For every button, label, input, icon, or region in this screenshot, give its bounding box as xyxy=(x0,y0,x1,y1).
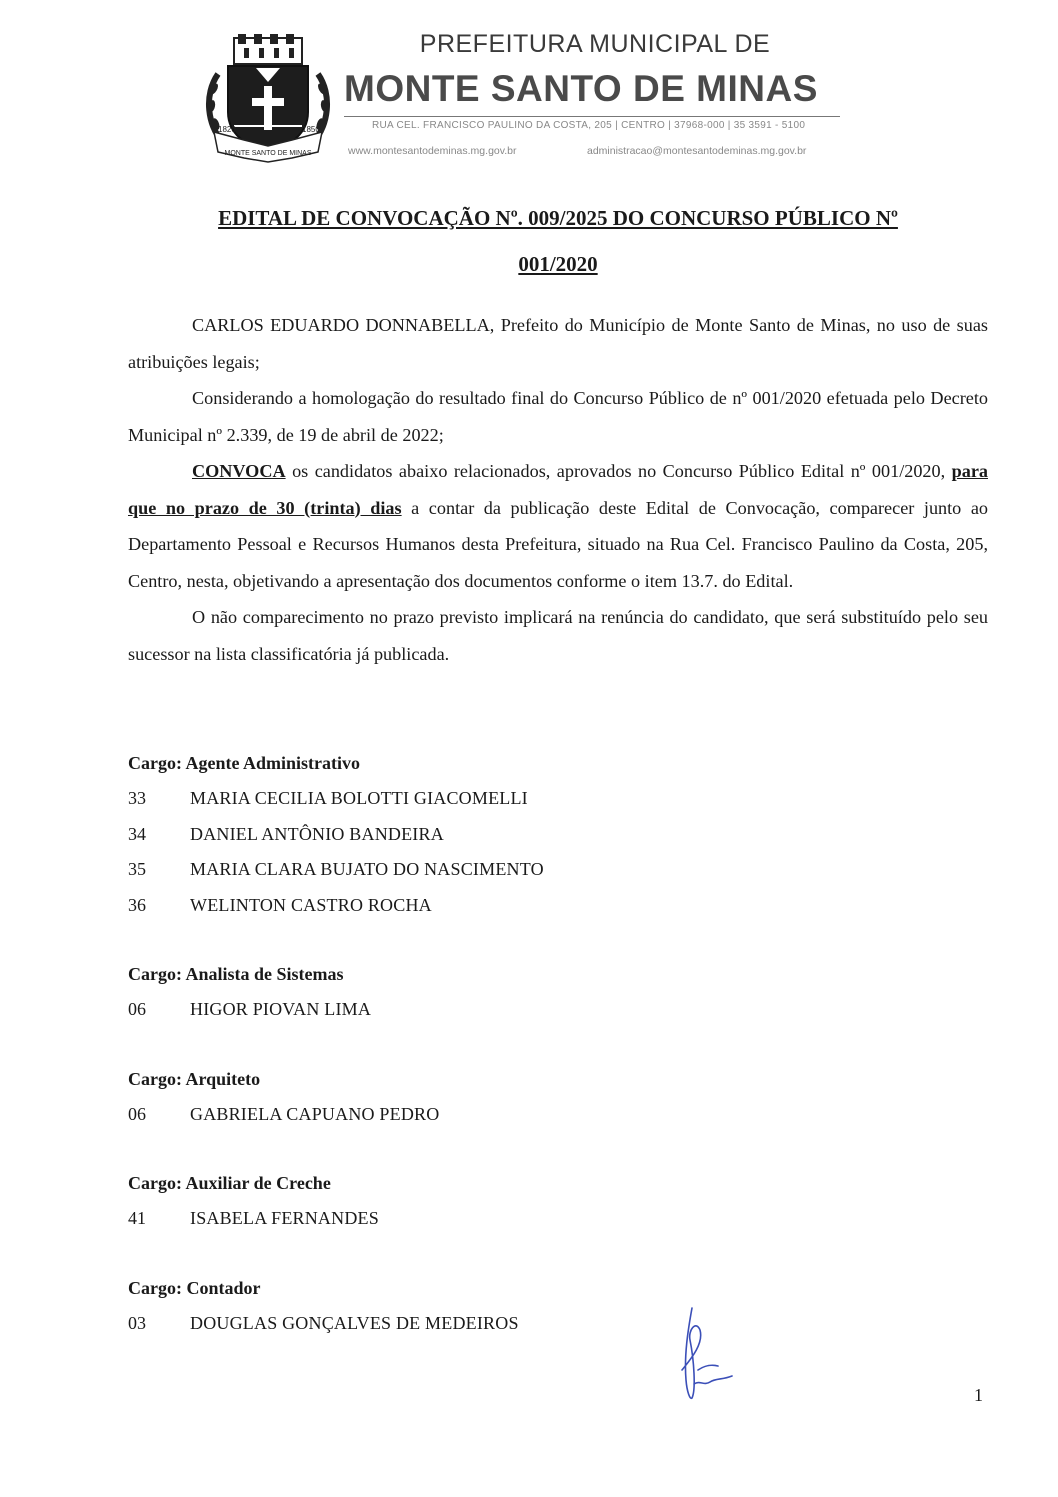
candidate-rank: 06 xyxy=(128,999,146,1019)
cargo-group xyxy=(128,1165,988,1237)
candidate-rank: 35 xyxy=(128,859,146,879)
candidate-row xyxy=(128,1201,988,1237)
page-number: 1 xyxy=(974,1385,983,1405)
candidate-name: MARIA CLARA BUJATO DO NASCIMENTO xyxy=(190,859,544,879)
candidate-name: ISABELA FERNANDES xyxy=(190,1208,379,1228)
cargo-group xyxy=(128,1270,988,1342)
cargo-heading: Cargo: Contador xyxy=(128,1277,261,1298)
org-name-line2: MONTE SANTO DE MINAS xyxy=(344,68,818,109)
title-line1: EDITAL DE CONVOCAÇÃO Nº. 009/2025 DO CONCURSO PÚBLICO Nº xyxy=(218,206,898,230)
org-address: RUA CEL. FRANCISCO PAULINO DA COSTA, 205 | CENTRO | 37968-000 | 35 3591 - 5100 xyxy=(372,120,806,131)
paragraph-mayor: CARLOS EDUARDO DONNABELLA, Prefeito do Município de Monte Santo de Minas, no uso de suas atribuições legais; xyxy=(128,315,988,372)
candidate-row xyxy=(128,852,988,888)
candidate-row xyxy=(128,817,988,853)
candidate-row xyxy=(128,1306,988,1342)
cargo-heading: Cargo: Agente Administrativo xyxy=(128,753,360,773)
candidate-row xyxy=(128,1097,988,1133)
document-body xyxy=(128,307,988,672)
cargo-heading: Cargo: Arquiteto xyxy=(128,1068,261,1089)
document-title xyxy=(128,195,988,287)
candidate-name: MARIA CECILIA BOLOTTI GIACOMELLI xyxy=(190,788,528,808)
org-name-line1: PREFEITURA MUNICIPAL DE xyxy=(419,30,771,58)
cargo-group xyxy=(128,745,988,923)
crest-year-left: 1820 xyxy=(218,125,236,134)
municipal-crest-icon xyxy=(204,34,332,164)
candidate-rank: 36 xyxy=(128,894,146,915)
candidate-rank: 03 xyxy=(128,1312,146,1333)
convoca-keyword: CONVOCA xyxy=(192,461,286,481)
cargo-group xyxy=(128,1061,988,1133)
header-divider xyxy=(344,116,840,117)
org-email-link[interactable]: administracao@montesantodeminas.mg.gov.br xyxy=(587,145,807,157)
candidate-name: WELINTON CASTRO ROCHA xyxy=(190,894,432,915)
signature-initials-icon xyxy=(670,1300,740,1410)
convoca-text-a: os candidatos abaixo relacionados, aprovados no Concurso Público Edital nº 001/2020, xyxy=(285,461,952,481)
candidate-row xyxy=(128,781,988,817)
candidate-row xyxy=(128,992,988,1028)
cargo-group xyxy=(128,956,988,1028)
paragraph-absence: O não comparecimento no prazo previsto implicará na renúncia do candidato, que será substituído pelo seu sucessor na lista classificatória já publicada. xyxy=(128,607,988,664)
title-line2: 001/2020 xyxy=(518,252,598,276)
paragraph-homologation: Considerando a homologação do resultado final do Concurso Público de nº 001/2020 efetuada pelo Decreto Municipal nº 2.339, de 19 de abril de 2022; xyxy=(128,388,988,445)
candidate-rank: 33 xyxy=(128,788,146,808)
org-website-link[interactable]: www.montesantodeminas.mg.gov.br xyxy=(348,145,517,157)
candidate-name: HIGOR PIOVAN LIMA xyxy=(190,999,372,1019)
positions-list xyxy=(128,745,988,1374)
candidate-rank: 41 xyxy=(128,1208,146,1228)
candidate-row xyxy=(128,888,988,924)
deadline-highlight: para que no prazo de 30 (trinta) dias xyxy=(128,461,988,518)
crest-banner-text: MONTE SANTO DE MINAS xyxy=(224,150,312,157)
cargo-heading: Cargo: Analista de Sistemas xyxy=(128,964,344,984)
crest-year-right: 1850 xyxy=(302,125,320,134)
paragraph-convoca xyxy=(128,453,988,599)
candidate-name: DOUGLAS GONÇALVES DE MEDEIROS xyxy=(190,1312,519,1333)
candidate-name: DANIEL ANTÔNIO BANDEIRA xyxy=(190,823,444,844)
convoca-text-b: a contar da publicação deste Edital de Convocação, comparecer junto ao Departamento Pessoal e Recursos Humanos desta Prefeitura, situado na Rua Cel. Francisco Paulino da Costa, 205, Centro, nesta, objetivando a apresentação dos documentos conforme o item 13.7. do Edital. xyxy=(128,497,988,591)
candidate-rank: 06 xyxy=(128,1103,146,1124)
candidate-name: GABRIELA CAPUANO PEDRO xyxy=(190,1103,440,1124)
cargo-heading: Cargo: Auxiliar de Creche xyxy=(128,1173,331,1193)
candidate-rank: 34 xyxy=(128,823,146,844)
